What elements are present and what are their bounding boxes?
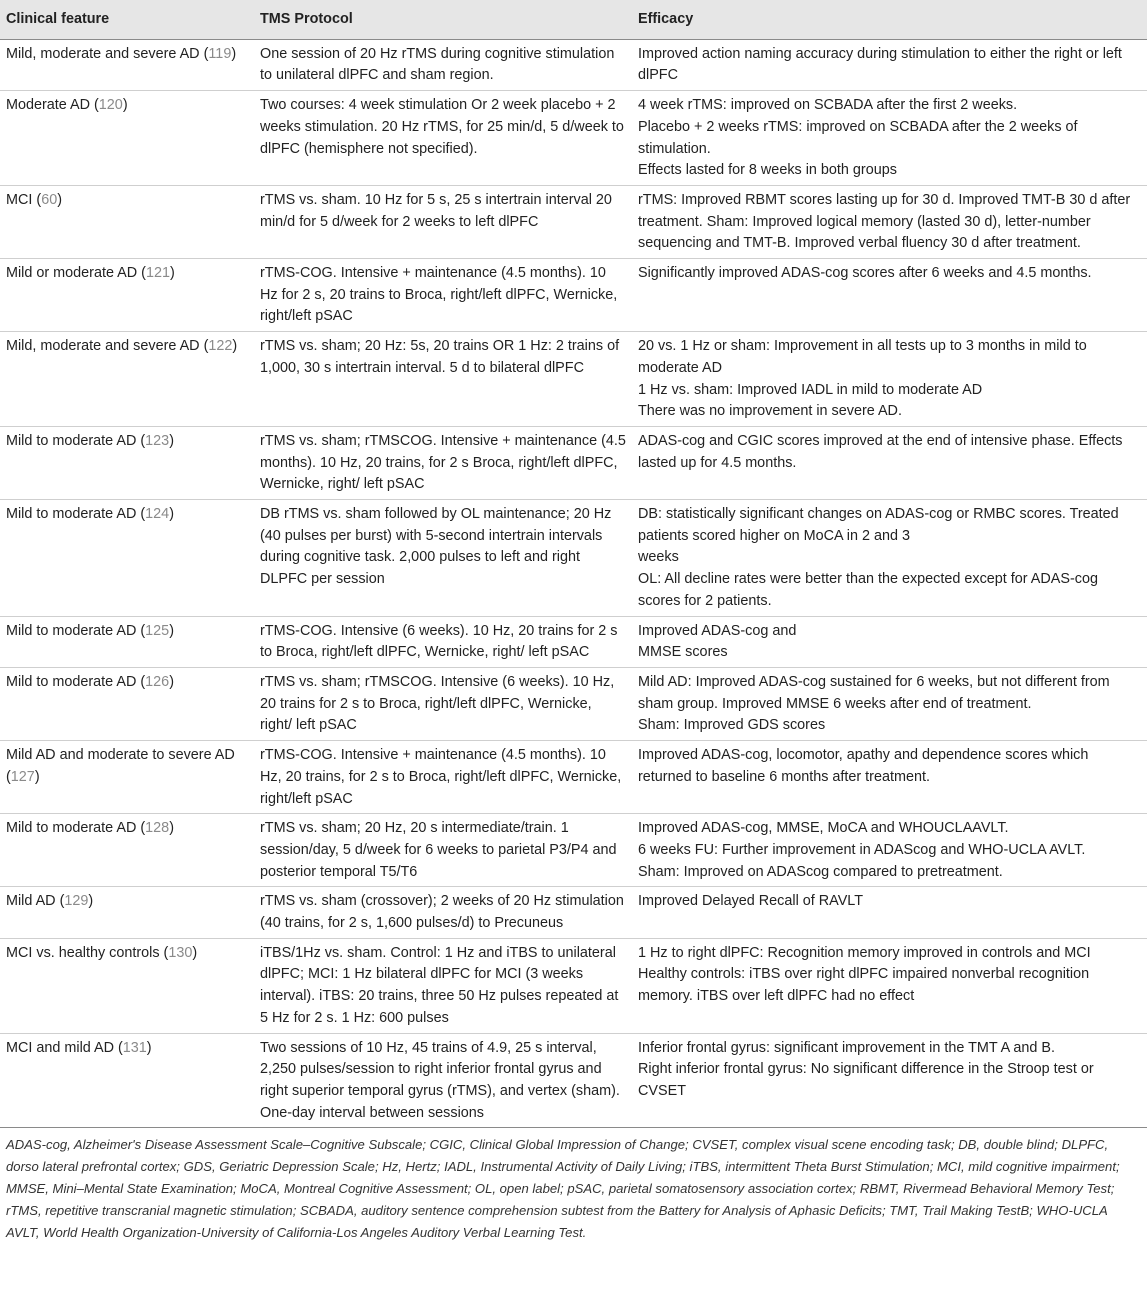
clinical-feature-cell: Mild, moderate and severe AD (122): [0, 332, 254, 427]
efficacy-cell: [632, 814, 1147, 887]
table-row: [0, 91, 1147, 186]
clinical-feature-cell: MCI (60): [0, 185, 254, 258]
efficacy-cell: [632, 426, 1147, 499]
efficacy-line: 1 Hz to right dlPFC: Recognition memory improved in controls and MCI: [638, 944, 1091, 961]
table-row: [0, 332, 1147, 427]
efficacy-line: Significantly improved ADAS-cog scores after 6 weeks and 4.5 months.: [638, 265, 1092, 282]
clinical-feature-text: Mild to moderate AD: [6, 820, 137, 837]
tms-protocol-cell: iTBS/1Hz vs. sham. Control: 1 Hz and iTBS to unilateral dlPFC; MCI: 1 Hz bilateral dlPFC for MCI (3 weeks interval). iTBS: 20 trains, three 50 Hz pulses repeated at 5 Hz for 2 s. 1 Hz: 600 pulses: [254, 938, 632, 1033]
clinical-feature-text: Mild to moderate AD: [6, 673, 137, 690]
efficacy-cell: [632, 1033, 1147, 1128]
clinical-feature-cell: Mild to moderate AD (128): [0, 814, 254, 887]
tms-protocol-cell: rTMS-COG. Intensive + maintenance (4.5 months). 10 Hz, 20 trains, for 2 s to Broca, right/left dlPFC, Wernicke, right/left pSAC: [254, 741, 632, 814]
reference-number: 123: [145, 432, 170, 449]
clinical-feature-text: MCI and mild AD: [6, 1039, 114, 1056]
efficacy-cell: [632, 332, 1147, 427]
table-header-row: [0, 0, 1147, 39]
header-clinical-feature: Clinical feature: [0, 0, 254, 39]
reference-number: 128: [145, 820, 170, 837]
efficacy-line: 20 vs. 1 Hz or sham: Improvement in all tests up to 3 months in mild to moderate AD: [638, 338, 1087, 376]
table-row: [0, 185, 1147, 258]
table-row: [0, 667, 1147, 740]
reference-number: 121: [145, 265, 170, 282]
efficacy-line: Inferior frontal gyrus: significant improvement in the TMT A and B.: [638, 1039, 1055, 1056]
tms-protocol-cell: Two sessions of 10 Hz, 45 trains of 4.9, 25 s interval, 2,250 pulses/session to right inferior frontal gyrus and right superior temporal gyrus (rTMS), and vertex (sham). One-day interval between sessions: [254, 1033, 632, 1128]
efficacy-line: DB: statistically significant changes on ADAS-cog or RMBC scores. Treated patients scored higher on MoCA in 2 and 3: [638, 506, 1119, 544]
efficacy-line: Improved action naming accuracy during stimulation to either the right or left dlPFC: [638, 45, 1122, 84]
efficacy-line: Improved ADAS-cog and: [638, 622, 797, 639]
efficacy-line: There was no improvement in severe AD.: [638, 403, 902, 420]
clinical-feature-cell: Mild, moderate and severe AD (119): [0, 39, 254, 90]
table-footnote: ADAS-cog, Alzheimer's Disease Assessment Scale–Cognitive Subscale; CGIC, Clinical Global Impression of Change; CVSET, complex visual scene encoding task; DB, double blind; DLPFC, dorso lateral prefrontal cortex; GDS, Geriatric Depression Scale; Hz, Hertz; IADL, Instrumental Activity of Daily Living; iTBS, intermittent Theta Burst Stimulation; MCI, mild cognitive impairment; MMSE, Mini–Mental State Examination; MoCA, Montreal Cognitive Assessment; OL, open label; pSAC, parietal somatosensory association cortex; RBMT, Rivermead Behavioral Memory Test; rTMS, repetitive transcranial magnetic stimulation; SCBADA, auditory sentence comprehension subtest from the Battery for Analysis of Aphasic Deficits; TMT, Trail Making TestB; WHO-UCLA AVLT, World Health Organization-University of California-Los Angeles Auditory Verbal Learning Test.: [6, 1137, 1120, 1240]
clinical-feature-cell: Mild AD and moderate to severe AD (127): [0, 741, 254, 814]
efficacy-line: rTMS: Improved RBMT scores lasting up for 30 d. Improved TMT-B 30 d after treatment. Sham: Improved logical memory (lasted 30 d), letter-number sequencing and TMT-B. Improved verbal fluency 30 d after treatment.: [638, 191, 1131, 252]
efficacy-line: Improved Delayed Recall of RAVLT: [638, 893, 864, 910]
table-row: [0, 39, 1147, 90]
reference-number: 131: [122, 1039, 147, 1056]
tms-protocol-cell: rTMS vs. sham; rTMSCOG. Intensive + maintenance (4.5 months). 10 Hz, 20 trains, for 2 s Broca, right/left dlPFC, Wernicke, right/ left pSAC: [254, 426, 632, 499]
reference-number: 122: [208, 338, 233, 355]
clinical-feature-cell: Mild to moderate AD (123): [0, 426, 254, 499]
reference-number: 125: [145, 622, 170, 639]
reference-number: 130: [168, 944, 193, 961]
clinical-feature-cell: MCI vs. healthy controls (130): [0, 938, 254, 1033]
efficacy-line: OL: All decline rates were better than the expected except for ADAS-cog scores for 2 patients.: [638, 571, 1098, 609]
efficacy-cell: [632, 259, 1147, 332]
efficacy-line: 4 week rTMS: improved on SCBADA after the first 2 weeks.: [638, 97, 1018, 114]
clinical-feature-text: Mild or moderate AD: [6, 265, 138, 282]
clinical-feature-cell: Moderate AD (120): [0, 91, 254, 186]
reference-number: 126: [145, 673, 170, 690]
reference-number: 60: [41, 191, 58, 208]
clinical-feature-text: Mild, moderate and severe AD: [6, 45, 200, 62]
efficacy-line: Sham: Improved GDS scores: [638, 717, 826, 734]
efficacy-cell: [632, 185, 1147, 258]
table-row: [0, 741, 1147, 814]
table-row: [0, 938, 1147, 1033]
header-tms-protocol: TMS Protocol: [254, 0, 632, 39]
efficacy-line: MMSE scores: [638, 644, 728, 661]
table-row: [0, 887, 1147, 938]
efficacy-cell: [632, 938, 1147, 1033]
efficacy-line: Right inferior frontal gyrus: No significant difference in the Stroop test or CVSET: [638, 1061, 1094, 1099]
tms-protocol-cell: rTMS-COG. Intensive (6 weeks). 10 Hz, 20 trains for 2 s to Broca, right/left dlPFC, Wernicke, right/ left pSAC: [254, 616, 632, 667]
efficacy-line: Effects lasted for 8 weeks in both groups: [638, 162, 897, 179]
efficacy-cell: [632, 741, 1147, 814]
efficacy-line: weeks: [638, 549, 679, 566]
reference-number: 129: [64, 893, 89, 910]
efficacy-cell: [632, 39, 1147, 90]
tms-protocol-cell: rTMS vs. sham; 20 Hz, 20 s intermediate/train. 1 session/day, 5 d/week for 6 weeks to parietal P3/P4 and posterior temporal T5/T6: [254, 814, 632, 887]
tms-protocol-cell: rTMS-COG. Intensive + maintenance (4.5 months). 10 Hz for 2 s, 20 trains to Broca, right/left dlPFC, Wernicke, right/left pSAC: [254, 259, 632, 332]
clinical-feature-text: Mild, moderate and severe AD: [6, 338, 200, 355]
clinical-feature-cell: Mild to moderate AD (125): [0, 616, 254, 667]
tms-protocol-cell: rTMS vs. sham; 20 Hz: 5s, 20 trains OR 1 Hz: 2 trains of 1,000, 30 s intertrain interval. 5 d to bilateral dlPFC: [254, 332, 632, 427]
efficacy-cell: [632, 667, 1147, 740]
table-body: [0, 39, 1147, 1128]
tms-protocol-cell: rTMS vs. sham (crossover); 2 weeks of 20 Hz stimulation (40 trains, for 2 s, 1,600 pulses/d) to Precuneus: [254, 887, 632, 938]
table-row: [0, 1033, 1147, 1128]
tms-protocol-cell: DB rTMS vs. sham followed by OL maintenance; 20 Hz (40 pulses per burst) with 5-second intertrain intervals during cognitive task. 2,000 pulses to left and right DLPFC per session: [254, 500, 632, 617]
table-row: [0, 500, 1147, 617]
clinical-feature-text: MCI: [6, 191, 33, 208]
clinical-feature-text: Mild AD and moderate to severe AD: [6, 747, 235, 764]
table-row: [0, 259, 1147, 332]
clinical-feature-cell: Mild or moderate AD (121): [0, 259, 254, 332]
header-efficacy: Efficacy: [632, 0, 1147, 39]
clinical-feature-text: Mild AD: [6, 893, 56, 910]
reference-number: 119: [208, 45, 232, 62]
efficacy-line: 1 Hz vs. sham: Improved IADL in mild to moderate AD: [638, 381, 983, 398]
efficacy-line: Healthy controls: iTBS over right dlPFC impaired nonverbal recognition memory. iTBS over left dlPFC had no effect: [638, 966, 1090, 1005]
reference-number: 127: [10, 768, 35, 785]
tms-protocol-cell: rTMS vs. sham. 10 Hz for 5 s, 25 s intertrain interval 20 min/d for 5 d/week for 2 weeks to left dlPFC: [254, 185, 632, 258]
clinical-feature-text: Mild to moderate AD: [6, 432, 137, 449]
clinical-feature-text: Mild to moderate AD: [6, 622, 137, 639]
efficacy-line: Mild AD: Improved ADAS-cog sustained for 6 weeks, but not different from sham group. Improved MMSE 6 weeks after end of treatment.: [638, 673, 1110, 712]
efficacy-line: Sham: Improved on ADAScog compared to pretreatment.: [638, 863, 1003, 880]
table-row: [0, 814, 1147, 887]
clinical-feature-text: Mild to moderate AD: [6, 506, 137, 523]
efficacy-line: ADAS-cog and CGIC scores improved at the end of intensive phase. Effects lasted up for 4.5 months.: [638, 432, 1123, 471]
efficacy-line: Placebo + 2 weeks rTMS: improved on SCBADA after the 2 weeks of stimulation.: [638, 118, 1078, 157]
efficacy-cell: [632, 616, 1147, 667]
clinical-feature-text: Moderate AD: [6, 97, 90, 114]
clinical-feature-cell: Mild to moderate AD (126): [0, 667, 254, 740]
clinical-feature-cell: Mild AD (129): [0, 887, 254, 938]
efficacy-cell: [632, 500, 1147, 617]
efficacy-cell: [632, 91, 1147, 186]
table-row: [0, 616, 1147, 667]
tms-protocol-cell: rTMS vs. sham; rTMSCOG. Intensive (6 weeks). 10 Hz, 20 trains for 2 s to Broca, right/left dlPFC, Wernicke, right/ left pSAC: [254, 667, 632, 740]
tms-protocol-cell: Two courses: 4 week stimulation Or 2 week placebo + 2 weeks stimulation. 20 Hz rTMS, for 25 min/d, 5 d/week to dlPFC (hemisphere not specified).: [254, 91, 632, 186]
table-row: [0, 426, 1147, 499]
reference-number: 124: [145, 506, 170, 523]
efficacy-line: Improved ADAS-cog, MMSE, MoCA and WHOUCLAAVLT.: [638, 820, 1009, 837]
tms-protocol-cell: One session of 20 Hz rTMS during cognitive stimulation to unilateral dlPFC and sham region.: [254, 39, 632, 90]
efficacy-line: 6 weeks FU: Further improvement in ADAScog and WHO-UCLA AVLT.: [638, 841, 1086, 858]
efficacy-line: Improved ADAS-cog, locomotor, apathy and dependence scores which returned to baseline 6 months after treatment.: [638, 747, 1089, 785]
clinical-feature-cell: MCI and mild AD (131): [0, 1033, 254, 1128]
efficacy-cell: [632, 887, 1147, 938]
reference-number: 120: [98, 97, 123, 114]
clinical-feature-text: MCI vs. healthy controls: [6, 944, 160, 961]
clinical-feature-cell: Mild to moderate AD (124): [0, 500, 254, 617]
